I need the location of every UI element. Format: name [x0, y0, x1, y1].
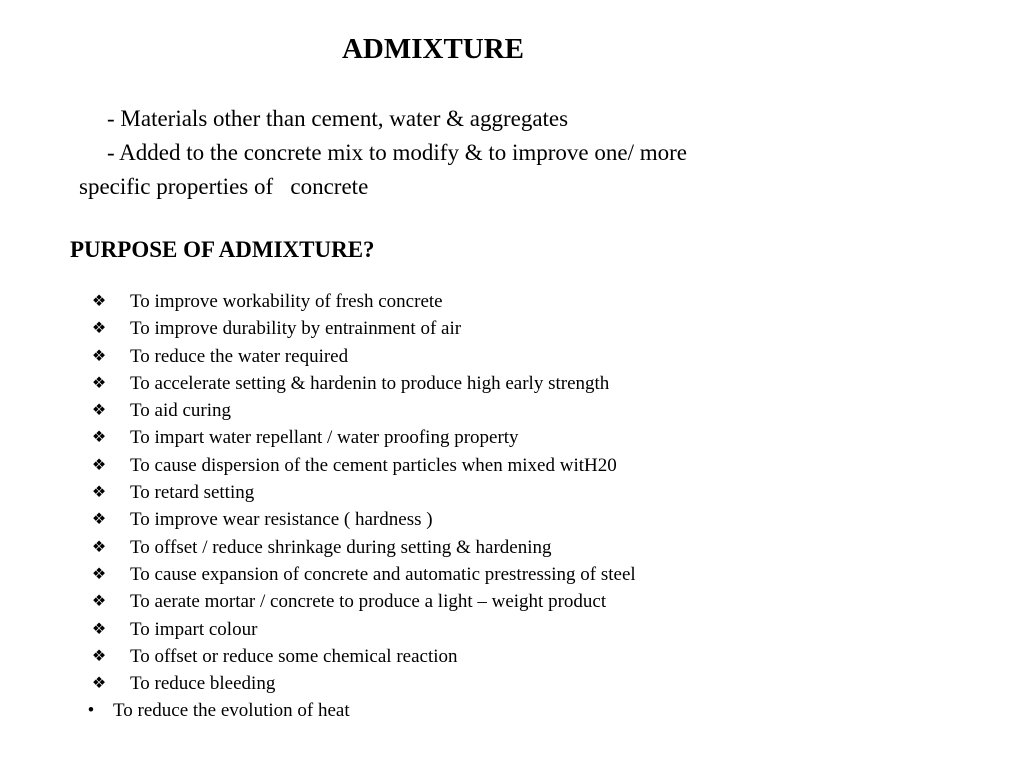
slide-title: ADMIXTURE: [341, 33, 525, 65]
four-diamond-bullet-icon: ❖: [91, 484, 107, 502]
four-diamond-bullet-icon: ❖: [91, 429, 107, 447]
list-item-text: To improve durability by entrainment of air: [130, 318, 462, 340]
round-bullet-icon: •: [87, 700, 95, 722]
four-diamond-bullet-icon: ❖: [91, 402, 107, 420]
intro-line: specific properties of concrete: [79, 174, 369, 199]
list-item-text: To cause dispersion of the cement particles when mixed witH20: [130, 454, 617, 476]
list-item-text: To impart colour: [130, 618, 258, 640]
list-item-text: To impart water repellant / water proofing property: [130, 427, 519, 449]
list-item-text: To accelerate setting & hardenin to produce high early strength: [130, 372, 610, 394]
intro-line: - Materials other than cement, water & aggregates: [107, 106, 569, 131]
section-heading: PURPOSE OF ADMIXTURE?: [70, 237, 375, 262]
four-diamond-bullet-icon: ❖: [91, 511, 107, 529]
list-item-text: To reduce the water required: [130, 345, 349, 367]
four-diamond-bullet-icon: ❖: [91, 647, 107, 665]
four-diamond-bullet-icon: ❖: [91, 293, 107, 310]
list-item-text: To retard setting: [130, 482, 255, 504]
four-diamond-bullet-icon: ❖: [91, 620, 107, 638]
list-item-text: To aerate mortar / concrete to produce a light – weight product: [130, 591, 607, 613]
intro-line: - Added to the concrete mix to modify & to improve one/ more: [107, 140, 687, 165]
four-diamond-bullet-icon: ❖: [91, 374, 107, 392]
four-diamond-bullet-icon: ❖: [91, 538, 107, 556]
list-item-text: To improve workability of fresh concrete: [130, 291, 443, 312]
four-diamond-bullet-icon: ❖: [91, 456, 107, 474]
four-diamond-bullet-icon: ❖: [91, 320, 107, 338]
list-item-text: To reduce the evolution of heat: [113, 700, 350, 722]
list-item-text: To improve wear resistance ( hardness ): [130, 509, 433, 531]
list-item-text: To offset or reduce some chemical reaction: [130, 645, 458, 667]
list-item-text: To offset / reduce shrinkage during setting & hardening: [130, 536, 552, 558]
list-item-text: To aid curing: [130, 400, 232, 422]
four-diamond-bullet-icon: ❖: [91, 675, 107, 693]
four-diamond-bullet-icon: ❖: [91, 347, 107, 365]
list-item-text: To cause expansion of concrete and automatic prestressing of steel: [130, 563, 636, 585]
four-diamond-bullet-icon: ❖: [91, 565, 107, 583]
list-item-text: To reduce bleeding: [130, 673, 276, 695]
four-diamond-bullet-icon: ❖: [91, 593, 107, 611]
